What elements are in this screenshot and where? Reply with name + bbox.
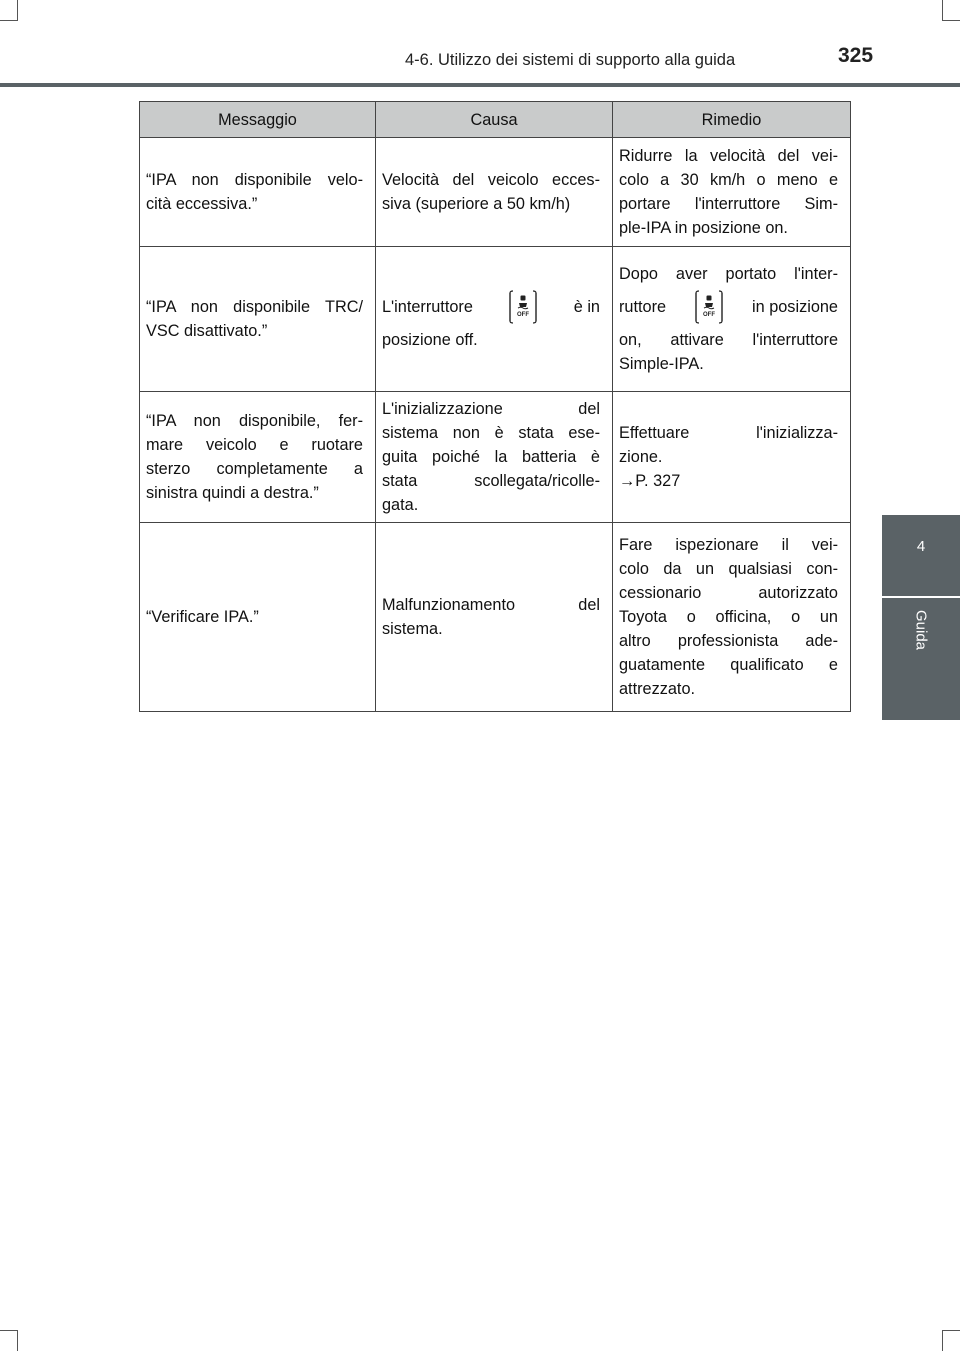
header-rule: [0, 83, 960, 87]
cell-line: guatamente qualificato e: [619, 656, 838, 674]
cell-line: Dopo aver portato l'inter-: [619, 265, 838, 283]
remedy-cell: [613, 392, 851, 523]
cell-text: è in: [573, 298, 600, 316]
cell-line: Velocità del veicolo ecces-: [382, 171, 600, 189]
message-cell: [140, 138, 376, 247]
crop-mark: [0, 1330, 18, 1331]
cell-line: “IPA non disponibile, fer-: [146, 412, 363, 430]
cell-line: colo a 30 km/h o meno e: [619, 171, 838, 189]
cell-line: colo da un qualsiasi con-: [619, 560, 838, 578]
cell-text: L'interruttore: [382, 298, 473, 316]
cell-line: zione.: [619, 448, 663, 466]
cell-line: siva (superiore a 50 km/h): [382, 195, 571, 213]
cell-line: sterzo completamente a: [146, 460, 363, 478]
cell-line: posizione off.: [382, 331, 478, 349]
table-row: [140, 247, 851, 392]
cell-line: “IPA non disponibile velo-: [146, 171, 363, 189]
message-cell: [140, 247, 376, 392]
message-cell: [140, 392, 376, 523]
cell-line: on, attivare l'interruttore: [619, 331, 838, 349]
cell-text: ruttore: [619, 298, 667, 316]
cell-icon-line: [382, 286, 600, 328]
cell-line: altro professionista ade-: [619, 632, 838, 650]
cell-line: mare veicolo e ruotare: [146, 436, 363, 454]
page-number: 325: [838, 44, 874, 67]
cell-text: in posizione: [752, 298, 838, 316]
cell-icon-line: [619, 286, 838, 328]
cell-line: VSC disattivato.”: [146, 322, 268, 340]
message-cell: [140, 523, 376, 712]
cell-line: “Verificare IPA.”: [146, 608, 259, 626]
cell-line: stata scollegata/ricolle-: [382, 472, 600, 490]
crop-mark: [942, 0, 943, 20]
cell-line: Toyota o officina, o un: [619, 608, 838, 626]
column-header: Rimedio: [613, 102, 851, 138]
table-row: [140, 523, 851, 712]
remedy-cell: [613, 523, 851, 712]
cell-line: guita poiché la batteria è: [382, 448, 600, 466]
icon-off-text: OFF: [517, 312, 530, 318]
cell-line: sistema non è stata ese-: [382, 424, 600, 442]
crop-mark: [942, 1330, 943, 1351]
cell-line: Malfunzionamento del: [382, 596, 600, 614]
crop-mark: [942, 20, 960, 21]
message-table: [139, 101, 851, 712]
cell-line: L'inizializzazione del: [382, 400, 600, 418]
crop-mark: [942, 1330, 960, 1331]
cause-cell: [376, 392, 613, 523]
crop-mark: [0, 20, 18, 21]
cell-line: gata.: [382, 496, 419, 514]
cell-line: Fare ispezionare il vei-: [619, 536, 838, 554]
cell-line: attrezzato.: [619, 680, 696, 698]
crop-mark: [17, 1330, 18, 1351]
cause-cell: [376, 523, 613, 712]
table-row: [140, 392, 851, 523]
cell-line: portare l'interruttore Sim-: [619, 195, 838, 213]
cell-line: sinistra quindi a destra.”: [146, 484, 319, 502]
vsc-off-switch-icon: [692, 290, 726, 324]
vsc-off-switch-icon: [506, 290, 540, 324]
column-header: Messaggio: [140, 102, 376, 138]
column-header: Causa: [376, 102, 613, 138]
icon-off-text: OFF: [703, 312, 716, 318]
cell-line: cità eccessiva.”: [146, 195, 258, 213]
crop-mark: [17, 0, 18, 20]
cell-line: Ridurre la velocità del vei-: [619, 147, 838, 165]
chapter-tab: [882, 515, 960, 596]
table-header-row: [140, 102, 851, 138]
cause-cell: [376, 247, 613, 392]
remedy-cell: [613, 138, 851, 247]
cell-line: Simple-IPA.: [619, 355, 704, 373]
cell-line: Effettuare l'inizializza-: [619, 424, 838, 442]
cell-line: cessionario autorizzato: [619, 584, 838, 602]
cell-line: “IPA non disponibile TRC/: [146, 298, 363, 316]
page-reference-link[interactable]: →P. 327: [619, 472, 681, 490]
chapter-label: Guida: [912, 609, 930, 651]
cell-line: ple-IPA in posizione on.: [619, 219, 788, 237]
remedy-cell: [613, 247, 851, 392]
section-title: 4-6. Utilizzo dei sistemi di supporto alla guida: [405, 51, 736, 69]
cell-line: sistema.: [382, 620, 443, 638]
table-row: [140, 138, 851, 247]
chapter-number: 4: [916, 538, 926, 555]
cause-cell: [376, 138, 613, 247]
